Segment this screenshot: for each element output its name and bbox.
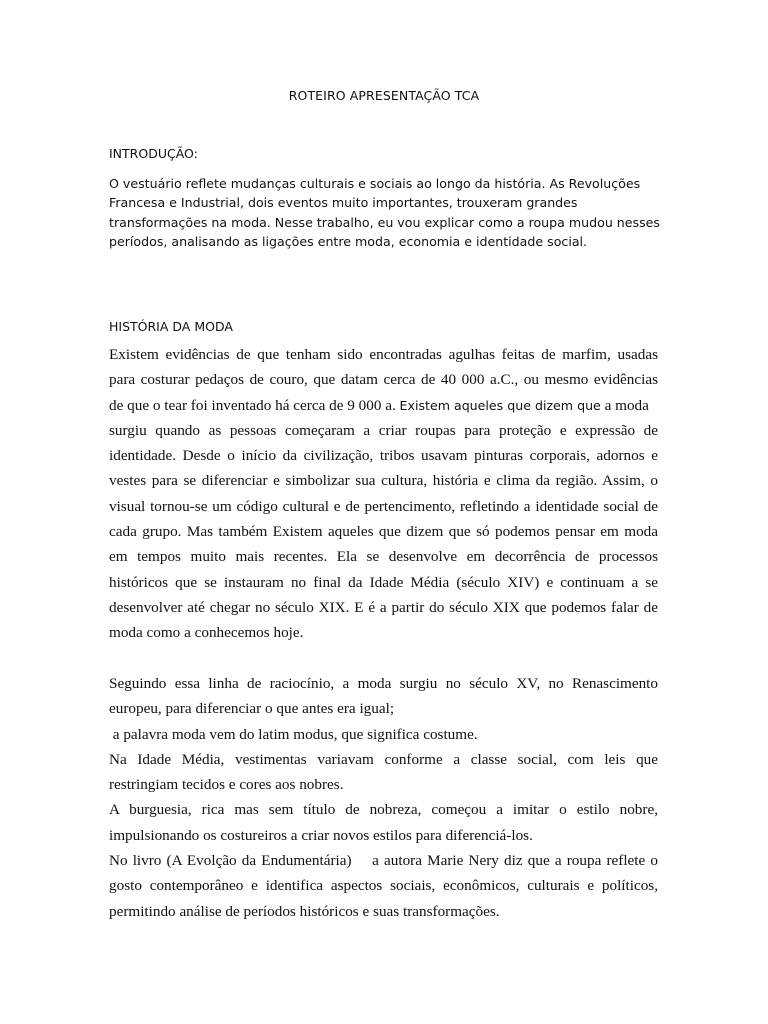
paragraph-line: permitindo análise de períodos históricos e suas transformações.: [109, 902, 500, 920]
paragraph-line: a palavra moda vem do latim modus, que significa costume.: [109, 725, 478, 743]
paragraph-line: Existem evidências de que tenham sido encontradas agulhas feitas de marfim, usadas: [109, 346, 658, 363]
paragraph-line: surgiu quando as pessoas começaram a criar roupas para proteção e expressão de: [109, 421, 658, 439]
intro-paragraph: [109, 174, 664, 251]
paragraph-text: de que o tear foi inventado há cerca de 9 000 a.: [109, 396, 400, 414]
paragraph-line: europeu, para diferenciar o que antes era igual;: [109, 700, 395, 718]
paragraph-line: moda como a conhecemos hoje.: [109, 624, 304, 642]
paragraph-line: históricos que se instauram no final da Idade Média (século XIV) e continuam a se: [109, 573, 658, 591]
paragraph-line: restringiam tecidos e cores aos nobres.: [109, 776, 344, 794]
paragraph-line: Seguindo essa linha de raciocínio, a moda surgiu no século XV, no Renascimento: [109, 675, 658, 692]
paragraph-line: impulsionando os costureiros a criar novos estilos para diferenciá-los.: [109, 826, 533, 844]
intro-line: períodos, analisando as ligações entre moda, economia e identidade social.: [109, 233, 588, 249]
paragraph-text: a moda: [600, 396, 649, 414]
paragraph-line-mixed: [109, 393, 658, 418]
paragraph-line: visual tornou-se um código cultural e de pertencimento, refletindo a identidade social de: [109, 497, 658, 515]
paragraph-line: vestes para se diferenciar e simbolizar sua cultura, história e clima da região. Assim, o: [109, 472, 658, 490]
paragraph-line: para costurar pedaços de couro, que datam cerca de 40 000 a.C., ou mesmo evidências: [109, 371, 658, 389]
history-paragraph-1: [109, 342, 658, 646]
intro-heading: INTRODUÇÃO:: [109, 146, 198, 161]
paragraph-line: No livro (A Evolção da Endumentária) a autora Marie Nery diz que a roupa reflete o: [109, 852, 658, 870]
paragraph-line: cada grupo. Mas também Existem aqueles que dizem que só podemos pensar em moda: [109, 523, 658, 541]
paragraph-line: desenvolver até chegar no século XIX. E é a partir do século XIX que podemos falar de: [109, 598, 658, 616]
paragraph-text-sans: Existem aqueles que dizem que: [399, 397, 601, 413]
intro-line: Francesa e Industrial, dois eventos muito importantes, trouxeram grandes: [109, 195, 578, 211]
paragraph-line: em tempos muito mais recentes. Ela se desenvolve em decorrência de processos: [109, 548, 658, 566]
paragraph-line: A burguesia, rica mas sem título de nobreza, começou a imitar o estilo nobre,: [109, 801, 658, 819]
intro-line: transformações na moda. Nesse trabalho, eu vou explicar como a roupa mudou nesses: [109, 214, 660, 230]
history-paragraph-2: [109, 671, 658, 924]
paragraph-line: identidade. Desde o início da civilização, tribos usavam pinturas corporais, adornos e: [109, 447, 658, 465]
paragraph-line: gosto contemporâneo e identifica aspectos sociais, econômicos, culturais e políticos,: [109, 877, 658, 895]
intro-line: O vestuário reflete mudanças culturais e sociais ao longo da história. As Revoluções: [109, 176, 641, 191]
history-heading: HISTÓRIA DA MODA: [109, 319, 233, 334]
document-title: ROTEIRO APRESENTAÇÃO TCA: [288, 88, 480, 103]
paragraph-line: Na Idade Média, vestimentas variavam conforme a classe social, com leis que: [109, 750, 658, 768]
